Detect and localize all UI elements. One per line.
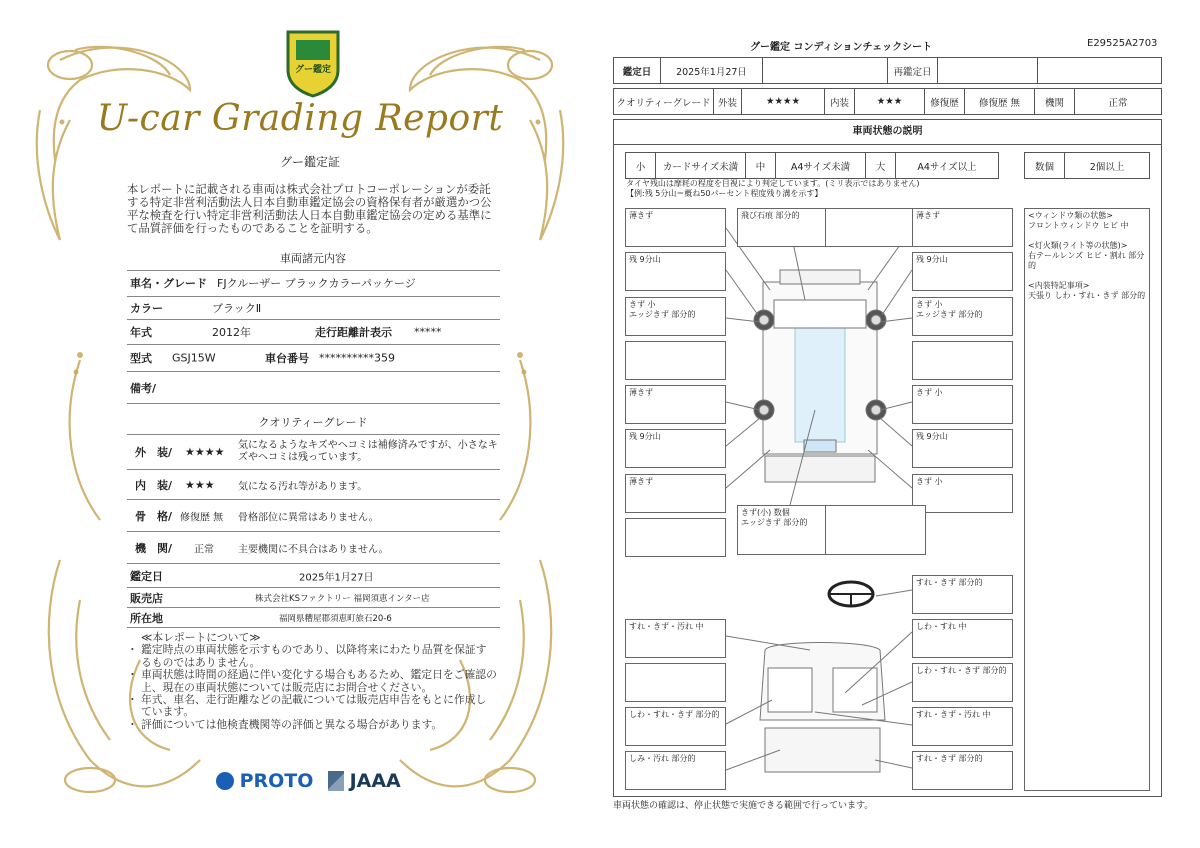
note-item: ・ 車両状態は時間の経過に伴い変化する場合もあるため、鑑定日をご確認の上、現在の車両状態については販売店にお問合せください。 — [127, 669, 497, 694]
note-box: きず 小 エッジきず 部分的 — [625, 297, 726, 336]
quality-row-interior — [127, 470, 500, 500]
spec-row-year — [127, 320, 500, 345]
condition-check-sheet — [600, 0, 1200, 848]
remarks-label: 備考/ — [130, 381, 157, 395]
note-box: しわ・すれ・きず 部分的 — [625, 707, 726, 746]
note-box: きず 小 — [912, 474, 1013, 513]
name-label: 車名・グレード — [130, 277, 207, 290]
note-box: 残 9分山 — [912, 252, 1013, 291]
legend-small: 小 — [626, 153, 656, 179]
note-box: 薄きず — [625, 208, 726, 247]
note-box — [625, 341, 726, 380]
interior-text: 気になる汚れ等があります。 — [238, 481, 368, 492]
quality-row-engine — [127, 532, 500, 564]
note-box: 薄きず — [625, 385, 726, 424]
sheet-title: グー鑑定 コンディションチェックシート — [750, 42, 933, 53]
ext-value: ★★★★ — [742, 89, 825, 115]
interior-label: 内 装/ — [135, 478, 173, 492]
date-label: 鑑定日 — [130, 569, 163, 583]
note-box: しみ・汚れ 部分的 — [625, 751, 726, 790]
info-row-address — [127, 608, 500, 628]
frame-label: 骨 格/ — [135, 509, 173, 523]
legend-count: 数個 — [1025, 153, 1065, 179]
mileage-value: ***** — [414, 325, 442, 339]
note-box: 残 9分山 — [625, 252, 726, 291]
note-box — [625, 518, 726, 557]
note-box: 飛び石痕 部分的 — [737, 208, 838, 247]
proto-logo: PROTO — [216, 770, 313, 792]
engine-label: 機関 — [1035, 89, 1075, 115]
quality-section-title: クオリティーグレード — [258, 416, 368, 429]
note-box — [825, 505, 926, 555]
dealer-value: 株式会社KSファクトリー 福岡須恵インター店 — [255, 593, 430, 604]
spec-row-model — [127, 345, 500, 372]
info-row-dealer — [127, 588, 500, 608]
note-box — [825, 208, 926, 247]
note-box: きず 小 — [912, 385, 1013, 424]
exterior-label: 外 装/ — [135, 445, 173, 459]
explain-title: 車両状態の説明 — [613, 119, 1162, 145]
recheck-label: 再鑑定日 — [888, 58, 938, 84]
spec-row-color — [127, 297, 500, 320]
engine-value: 正常 — [194, 544, 214, 555]
quality-row-frame — [127, 500, 500, 532]
report-notes — [127, 632, 497, 731]
note-box: 残 9分山 — [912, 429, 1013, 468]
exterior-text: 気になるようなキズやヘコミは補修済みですが、小さなキズやヘコミは残っています。 — [238, 439, 498, 463]
repair-label: 修復歴 — [925, 89, 965, 115]
name-value: FJクルーザー ブラックカラーパッケージ — [217, 277, 416, 290]
note-box: すれ・きず・汚れ 中 — [625, 619, 726, 658]
tire-note-2: 【例:残 5分山＝概ね50パーセント程度残り溝を示す】 — [626, 189, 823, 198]
note-box — [912, 341, 1013, 380]
quality-label: クオリティーグレード — [614, 89, 714, 115]
note-box: しわ・すれ 中 — [912, 619, 1013, 658]
year-label: 年式 — [130, 326, 152, 339]
report-script-title: U-car Grading Report — [96, 98, 504, 139]
spec-row-remarks — [127, 372, 500, 404]
note-box: 薄きず — [625, 474, 726, 513]
legend-mid: 中 — [746, 153, 776, 179]
model-value: GSJ15W — [172, 351, 216, 365]
int-value: ★★★ — [855, 89, 925, 115]
address-value: 福岡県糟屋郡須恵町旅石20-6 — [279, 613, 392, 624]
certificate-body: 本レポートに記載される車両は株式会社プロトコーポレーションが委託する特定非営利活動法人日本自動車鑑定協会の資格保有者が厳選かつ公平な検査を行い特定非営利活動法人日本自動車鑑定協会の定める基準にて品質評価を行ったものであることを証明する。 — [127, 182, 492, 235]
sheet-footer: 車両状態の確認は、停止状態で実施できる範囲で行っています。 — [613, 801, 874, 811]
quality-row-exterior — [127, 434, 500, 470]
date-label: 鑑定日 — [614, 58, 661, 84]
note-box: すれ・きず 部分的 — [912, 575, 1013, 614]
date-value: 2025年1月27日 — [661, 58, 763, 84]
note-box: すれ・きず 部分的 — [912, 751, 1013, 790]
engine-label: 機 関/ — [135, 541, 173, 555]
note-box: きず(小) 数個 エッジきず 部分的 — [737, 505, 838, 555]
legend-mid-desc: A4サイズ未満 — [776, 153, 866, 179]
interior-stars: ★★★ — [185, 478, 215, 491]
emblem-label: グー鑑定 — [294, 65, 331, 75]
engine-text: 主要機関に不具合はありません。 — [238, 544, 389, 555]
legend-count-desc: 2個以上 — [1065, 153, 1150, 179]
address-label: 所在地 — [130, 611, 163, 625]
special-notes-box: <ウィンドウ類の状態> フロントウィンドウ ヒビ 中 <灯火類(ライト等の状態)> 右テールレンズ ヒビ・割れ 部分的 <内装特記事項> 天張り しわ・すれ・きず 部分的 — [1024, 208, 1150, 791]
note-box: すれ・きず・汚れ 中 — [912, 707, 1013, 746]
frame-text: 骨格部位に異常はありません。 — [238, 512, 379, 523]
note-item: ・ 評価については他検査機関等の評価と異なる場合があります。 — [127, 719, 497, 731]
vin-value: **********359 — [319, 351, 395, 365]
jaaa-logo: JAAA — [328, 770, 401, 792]
note-box: 薄きず — [912, 208, 1013, 247]
note-box: しわ・すれ・きず 部分的 — [912, 663, 1013, 702]
vin-label: 車台番号 — [265, 352, 309, 365]
note-box — [625, 663, 726, 702]
note-box: きず 小 エッジきず 部分的 — [912, 297, 1013, 336]
note-item: ・ 鑑定時点の車両状態を示すものであり、以降将来にわたり品質を保証するものではありません。 — [127, 644, 497, 669]
date-value: 2025年1月27日 — [299, 572, 374, 583]
sheet-code: E29525A2703 — [1087, 38, 1158, 49]
engine-value: 正常 — [1075, 89, 1162, 115]
frame-value: 修復歴 無 — [180, 512, 224, 523]
int-label: 内装 — [825, 89, 855, 115]
note-item: ・ 年式、車名、走行距離などの記載については販売店申告をもとに作成しています。 — [127, 694, 497, 719]
year-value: 2012年 — [212, 326, 251, 339]
note-box: 残 9分山 — [625, 429, 726, 468]
repair-value: 修復歴 無 — [965, 89, 1035, 115]
notes-title: ≪本レポートについて≫ — [141, 631, 261, 644]
legend-large-desc: A4サイズ以上 — [896, 153, 999, 179]
spec-row-name — [127, 270, 500, 297]
color-value: ブラックⅡ — [212, 302, 262, 315]
legend-small-desc: カードサイズ未満 — [656, 153, 746, 179]
spec-section-title: 車両諸元内容 — [280, 252, 346, 265]
ext-label: 外装 — [714, 89, 742, 115]
dealer-label: 販売店 — [130, 591, 163, 605]
info-row-date — [127, 564, 500, 588]
mileage-label: 走行距離計表示 — [315, 326, 392, 339]
exterior-stars: ★★★★ — [185, 445, 225, 458]
certificate-title: グー鑑定証 — [279, 155, 340, 169]
legend-large: 大 — [866, 153, 896, 179]
color-label: カラー — [130, 302, 163, 315]
model-label: 型式 — [130, 352, 152, 365]
tire-note-1: タイヤ残山は摩耗の程度を目視により判定しています。(ミリ表示ではありません) — [626, 179, 920, 188]
